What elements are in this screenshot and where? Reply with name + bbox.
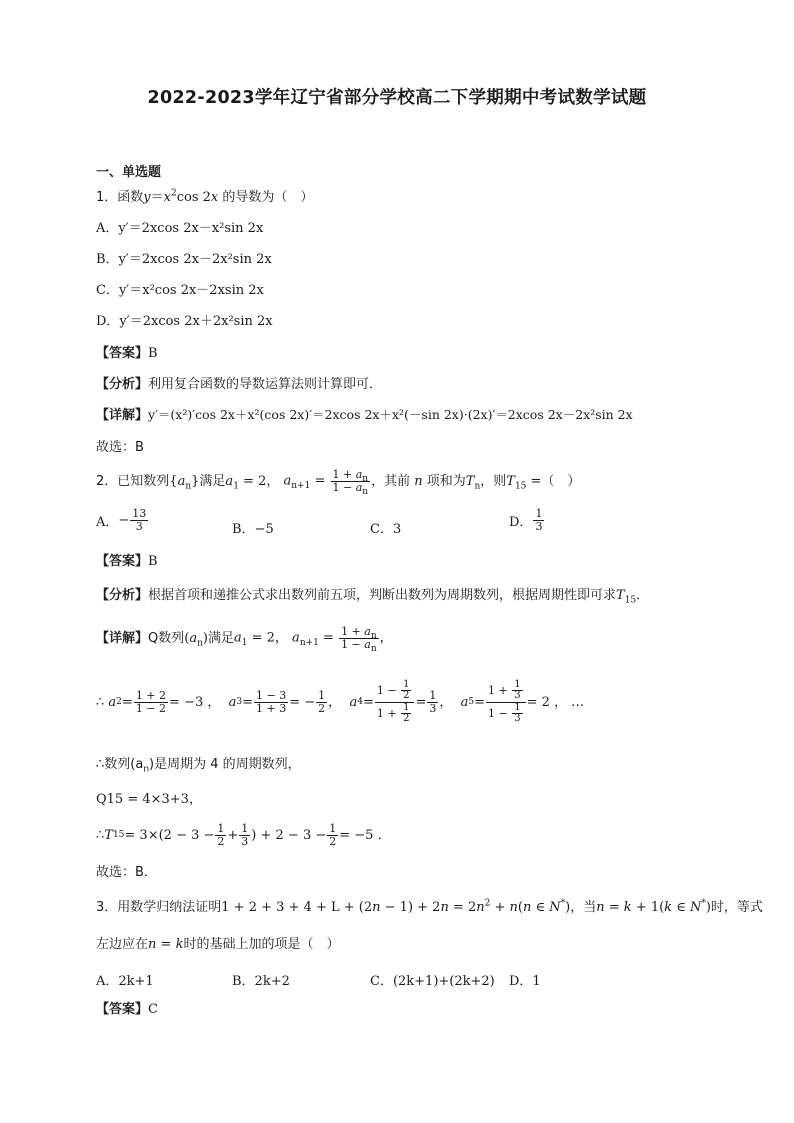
q3-option-b: B．2k+2 (232, 974, 290, 989)
answer-label: 【答案】 (96, 554, 149, 569)
q2-recurrence: $a_{n+1}$ = $\frac{1 + a_n}{1 - a_n}$ (283, 467, 369, 497)
q2-option-b: B．−5 (232, 522, 274, 537)
q2-stem-sum: 项和为 (426, 473, 466, 489)
q3-nk: n = k (148, 937, 184, 952)
q2-option-c: C．3 (370, 522, 402, 537)
q1-option-b: B．y′＝2xcos 2x－2x²sin 2x (96, 252, 272, 267)
q2-stem-mid: ，其前 (371, 473, 411, 489)
q1-stem-prefix: 1．函数 (96, 190, 144, 205)
q3-answer (96, 1003, 158, 1016)
q2-option-d-label: D． (509, 514, 533, 530)
q2-stem-then: ，则 (480, 473, 507, 489)
q3-option-c: C．(2k+1)+(2k+2) (370, 974, 495, 989)
q2-sequence: $\{a_n\}$ (169, 473, 200, 492)
q3-line2-a: 左边应在 (96, 937, 149, 952)
q3-answer-value: C (148, 1002, 158, 1017)
q3-stem (96, 898, 763, 915)
q2-detail-satisfy: 满足 (207, 630, 234, 646)
q2-answer (96, 555, 158, 568)
q2-option-a: A． − $\frac{13}{3}$ (96, 507, 147, 533)
q3-line2-b: 时的基础上加的项是（ ） (183, 937, 340, 952)
q2-t15-calc: ∴ T 15 = 3×(2 − 3 − $\frac{1}{2}$ + $\frac{1}{3}$ ) + 2 − 3 − $\frac{1}{2}$ = −5 ． (96, 821, 391, 848)
q1-option-a: A．y′＝2xcos 2x－x²sin 2x (96, 221, 264, 236)
q1-stem-suffix: 的导数为（ ） (222, 190, 314, 205)
q2-q15: Q15 = 4×3+3， (96, 792, 202, 807)
analysis-label: 【分析】 (96, 588, 149, 603)
q1-answer-value: B (148, 346, 158, 361)
q1-stem (96, 188, 314, 205)
q2-detail-prefix: Q数列 (148, 630, 185, 646)
q2-period-b: )是周期为 4 的周期数列， (149, 757, 301, 772)
q3-option-a: A．2k+1 (96, 974, 154, 989)
q2-option-d: D． $\frac{1}{3}$ (509, 507, 543, 533)
answer-label: 【答案】 (96, 346, 149, 361)
q2-analysis-text: 根据首项和递推公式求出数列前五项，判断出数列为周期数列，根据周期性即可求 (148, 588, 617, 603)
q1-option-c: C．y′＝x²cos 2x－2xsin 2x (96, 283, 264, 298)
detail-label: 【详解】 (96, 630, 149, 646)
q3-stem-prefix: 3．用数学归纳法证明 (96, 900, 222, 915)
q2-period-a: ∴数列(a (96, 757, 144, 772)
q2-choice: 故选：B． (96, 865, 157, 880)
q1-analysis-text: 利用复合函数的导数运算法则计算即可． (148, 377, 383, 392)
q1-function: $y=x^2\cos$ 2x (143, 188, 219, 205)
q3-line2 (96, 938, 339, 951)
q3-cond: n = k + 1(k ∈ N*) (596, 898, 711, 915)
q2-tn: $T_n$ (465, 473, 481, 492)
q1-option-d: D．y′＝2xcos 2x＋2x²sin 2x (96, 314, 273, 329)
q1-choice: 故选：B (96, 440, 144, 455)
q2-stem-end: （ ） (541, 473, 581, 489)
q2-option-a-label: A． (96, 514, 119, 530)
q2-stem-prefix: 2．已知数列 (96, 473, 170, 489)
q3-formula: $1 + 2 + 3 + 4 + L + (2n - 1) + 2n = 2n^2 + n(n$ ∈ N*) (221, 898, 571, 915)
q2-analysis (96, 588, 650, 606)
q2-initial: $a_1 = 2$， (225, 473, 280, 492)
q2-detail-seq: $(a_n)$ (184, 630, 208, 649)
answer-label: 【答案】 (96, 1002, 149, 1017)
section-heading: 一、单选题 (96, 165, 162, 180)
page-title: 2022-2023学年辽宁省部分学校高二下学期期中考试数学试题 (147, 88, 647, 108)
q2-detail (96, 622, 393, 654)
q2-n: n (414, 473, 423, 489)
q1-analysis (96, 378, 382, 391)
analysis-label: 【分析】 (96, 377, 149, 392)
q2-terms: ∴ a 2 = $\frac{1 + 2}{1 - 2}$ = −3 ， a 3 = $\frac{1 - 3}{1 + 3}$ = − $\frac{1}{2}$ ， a 4 = 1 − $\frac{1}{2}$ 1 + $\frac{1}{2}$ = $\frac{1}{3}$ ， a 5 = 1 + $\frac{1}{3}$ 1 − $\frac{1}{3}$ = 2 ， … (96, 678, 585, 724)
q2-t15: $T_{15}$ = (506, 473, 542, 492)
q2-stem-satisfy: 满足 (199, 473, 226, 489)
q3-option-d: D．1 (509, 974, 541, 989)
q2-period: ∴数列$(a_n)$是周期为 4 的周期数列， (96, 757, 301, 775)
q1-answer (96, 347, 158, 360)
q1-detail (96, 409, 633, 422)
q3-stem-end: 时，等式 (710, 900, 763, 915)
q2-answer-value: B (148, 554, 158, 569)
q2-analysis-t15: $T_{15}$． (616, 588, 650, 606)
detail-label: 【详解】 (96, 408, 149, 423)
q3-stem-when: ，当 (570, 900, 597, 915)
q1-detail-text: y′＝(x²)′cos 2x＋x²(cos 2x)′＝2xcos 2x＋x²(－sin 2x)·(2x)′＝2xcos 2x－2x²sin 2x (148, 407, 633, 422)
q2-stem (96, 466, 580, 496)
q2-detail-cond: $a_1 = 2$， $a_{n+1}$ = $\frac{1 + a_n}{1 - a_n}$ ， (233, 624, 393, 654)
